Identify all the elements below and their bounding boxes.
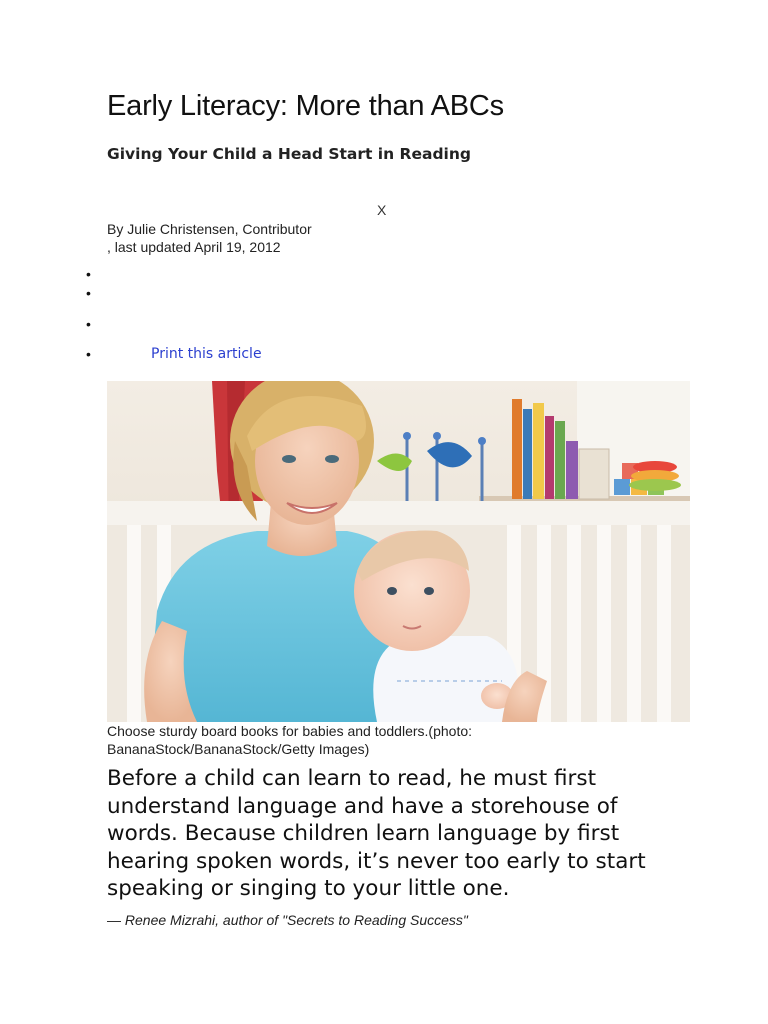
- quote-attribution: [107, 912, 468, 928]
- byline-author: By Julie Christensen, Contributor: [107, 221, 312, 237]
- close-icon[interactable]: X: [377, 202, 387, 218]
- article-subtitle: Giving Your Child a Head Start in Reading: [107, 145, 471, 163]
- photo-caption: [107, 722, 707, 758]
- pull-quote: Before a child can learn to read, he must first understand language and have a storehouse of words. Because children learn language by first hearing spoken words, it’s never too early to start speaking or singing to your little one.: [107, 766, 646, 901]
- print-article-link[interactable]: Print this article: [151, 346, 262, 362]
- caption-line: BananaStock/BananaStock/Getty Images): [107, 741, 370, 757]
- byline: [107, 220, 312, 256]
- attribution-text: Renee Mizrahi, author of "Secrets to Reading Success": [124, 912, 468, 928]
- article-title: Early Literacy: More than ABCs: [107, 90, 504, 122]
- article-photo: [107, 381, 690, 722]
- byline-updated: , last updated April 19, 2012: [107, 239, 281, 255]
- attribution-dash: —: [107, 912, 125, 928]
- caption-line: Choose sturdy board books for babies and toddlers.(photo:: [107, 723, 473, 739]
